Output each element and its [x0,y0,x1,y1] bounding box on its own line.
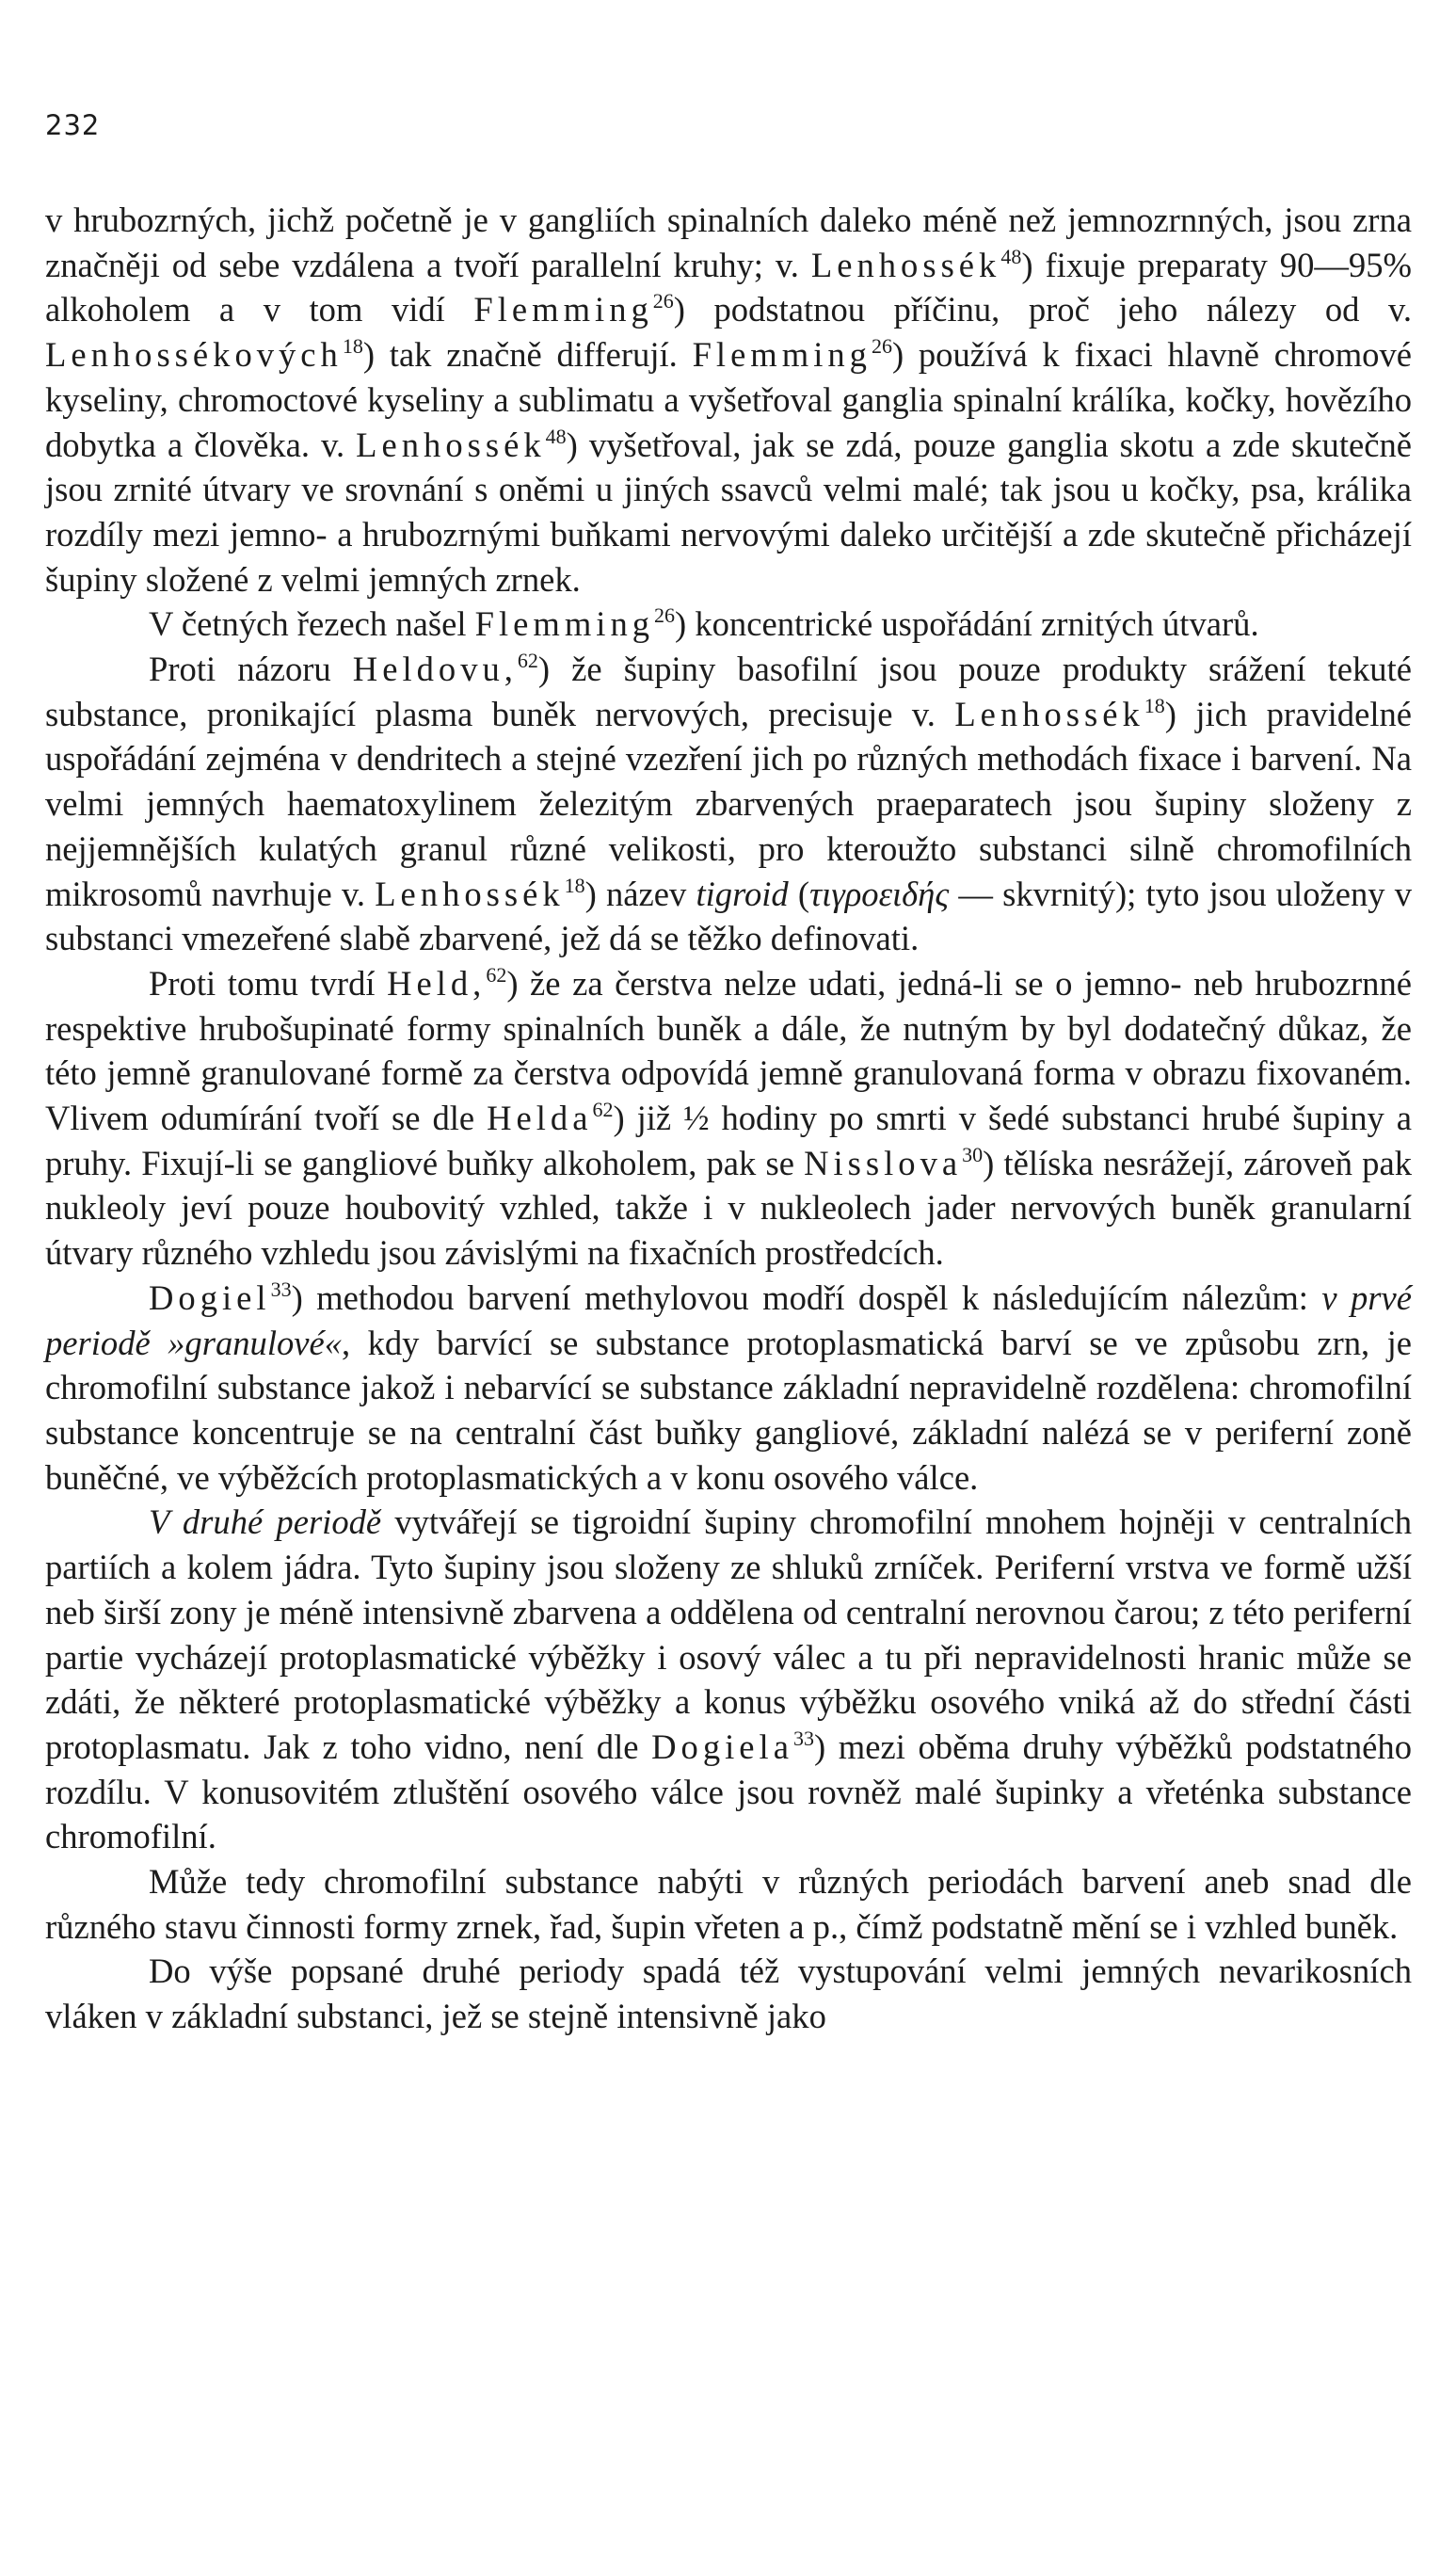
citation-ref: 18 [1144,693,1165,717]
paragraph-5: Dogiel$^{33}$) methodou barvení methylovou modří dospěl k následujícím nálezům: v prvé periodě »granulové«, kdy barvící se substance protoplasmatická barví se ve způsobu zrn, je chromofilní substance jakož i nebarvící se substance základní nepravidelně rozdělena: chromofilní substance koncentruje se na centralní část buňky gangliové, základní nalézá se v periferní zoně buněčné, ve výběžcích protoplasmatických a v konu osového válce. [45,1277,1413,1497]
term-italic: v prvé periodě »granulové« [45,1277,1413,1362]
page-number: 232 [45,109,101,141]
author-name: Nisslova [804,1143,963,1182]
author-name: Dogiela [651,1727,793,1766]
citation-ref: 26 [652,289,674,313]
citation-ref: 62 [486,962,507,987]
author-name: Held, [387,963,487,1003]
author-name: Lenhossék [356,425,546,464]
author-name: Flemming [473,290,653,329]
author-name: Lenhossékových [45,335,343,375]
author-name: Lenhossék [954,694,1144,733]
citation-ref: 48 [1000,244,1022,268]
author-name: Heldovu, [352,650,518,689]
term-greek: τιγροειδής [809,874,950,913]
citation-ref: 18 [564,873,585,897]
author-name: Flemming [692,335,872,375]
term-italic: tigroid [696,874,789,913]
author-name: Lenhossék [810,245,1001,284]
paragraph-1: v hrubozrných, jichž početně je v gangliích spinalních daleko méně než jemnozrnných, jsou zrna značněji od sebe vzdálena a tvoří parallelní kruhy; v. Lenhossék$^{48}$) fixuje preparaty 90—95% alkoholem a v tom vidí Flemming$^{26}$) podstatnou příčinu, proč jeho nálezy od v. Lenhossékových$^{18}$) tak značně differují. Flemming$^{26}$) používá k fixaci hlavně chromové kyseliny, chromoctové kyseliny a sublimatu a vyšetřoval ganglia spinalní králíka, kočky, hovězího dobytka a člověka. v. Lenhossék$^{48}$) vyšetřoval, jak se zdá, pouze ganglia skotu a zde skutečně jsou zrnité útvary ve srovnání s oněmi u jiných ssavců velmi malé; tak jsou u kočky, psa, králika rozdíly mezi jemno- a hrubozrnými buňkami nervovými daleko určitější a zde skutečně přicházejí šupiny složené z velmi jemných zrnek. [45,201,1412,599]
paragraph-2: V četných řezech našel Flemming$^{26}$) koncentrické uspořádání zrnitých útvarů. [149,603,1259,644]
term-italic: V druhé periodě [149,1502,382,1542]
citation-ref: 26 [871,334,892,359]
paragraph-8: Do výše popsané druhé periody spadá též vystupování velmi jemných nevarikosních vláken v základní substanci, jež se stejně intensivně jako [45,1952,1412,2036]
citation-ref: 62 [592,1098,614,1122]
article-body [45,198,1412,2039]
citation-ref: 48 [545,424,567,448]
citation-ref: 26 [654,603,676,628]
citation-ref: 62 [517,649,538,673]
citation-ref: 18 [342,334,363,359]
author-name: Flemming [474,604,655,644]
author-name: Dogiel [149,1277,271,1317]
citation-ref: 33 [792,1726,814,1750]
paragraph-7: Může tedy chromofilní substance nabýti v různých periodách barvení aneb snad dle různého stavu činnosti formy zrnek, řad, šupin vřeten a p., čímž podstatně mění se i vzhled buněk. [45,1862,1412,1946]
citation-ref: 30 [962,1142,984,1166]
citation-ref: 33 [270,1277,292,1301]
author-name: Lenhossék [375,874,565,913]
paragraph-6: V druhé periodě vytvářejí se tigroidní šupiny chromofilní mnohem hojněji v centralních partiích a kolem jádra. Tyto šupiny jsou složeny ze shluků zrníček. Periferní vrstva ve formě užší neb širší zony je méně intensivně zbarvena a oddělena od centralní nerovnou čarou; z této periferní partie vycházejí protoplasmatické výběžky i osový válec a tu při nepravidelnosti hranic může se zdáti, že některé protoplasmatické výběžky a konus výběžku osového vniká až do střední části protoplasmatu. Jak z toho vidno, není dle Dogiela$^{33}$) mezi oběma druhy výběžků podstatného rozdílu. V konusovitém ztluštění osového válce jsou rovněž malé šupinky a vřeténka substance chromofilní. [45,1502,1413,1856]
paragraph-3: Proti názoru Heldovu,$^{62}$) že šupiny basofilní jsou pouze produkty srážení tekuté substance, pronikající plasma buněk nervových, precisuje v. Lenhossék$^{18}$) jich pravidelné uspořádání zejména v dendritech a stejné vzezření jich po různých methodách fixace i barvení. Na velmi jemných haematoxylinem železitým zbarvených praeparatech jsou šupiny složeny z nejjemnějších kulatých granul různé velikosti, pro kteroužto substanci silně chromofilních mikrosomů navrhuje v. Lenhossék$^{18}$) název tigroid (τιγροειδής — skvrnitý); tyto jsou uloženy v substanci vmezeřené slabě zbarvené, jež dá se těžko definovati. [45,649,1413,958]
author-name: Helda [487,1099,593,1138]
paragraph-4: Proti tomu tvrdí Held,$^{62}$) že za čerstva nelze udati, jedná-li se o jemno- neb hrubozrnné respektive hrubošupinaté formy spinalních buněk a dále, že nutným by byl dodatečný důkaz, že této jemně granulované formě za čerstva odpovídá jemně granulovaná forma v obrazu fixovaném. Vlivem odumírání tvoří se dle Helda$^{62}$) již ½ hodiny po smrti v šedé substanci hrubé šupiny a pruhy. Fixují-li se gangliové buňky alkoholem, pak se Nisslova$^{30}$) tělíska nesrážejí, zároveň pak nukleoly jeví pouze houbovitý vzhled, takže i v nukleolech jader nervových buněk granularní útvary různého vzhledu jsou závislými na fixačních prostředcích. [45,962,1412,1273]
